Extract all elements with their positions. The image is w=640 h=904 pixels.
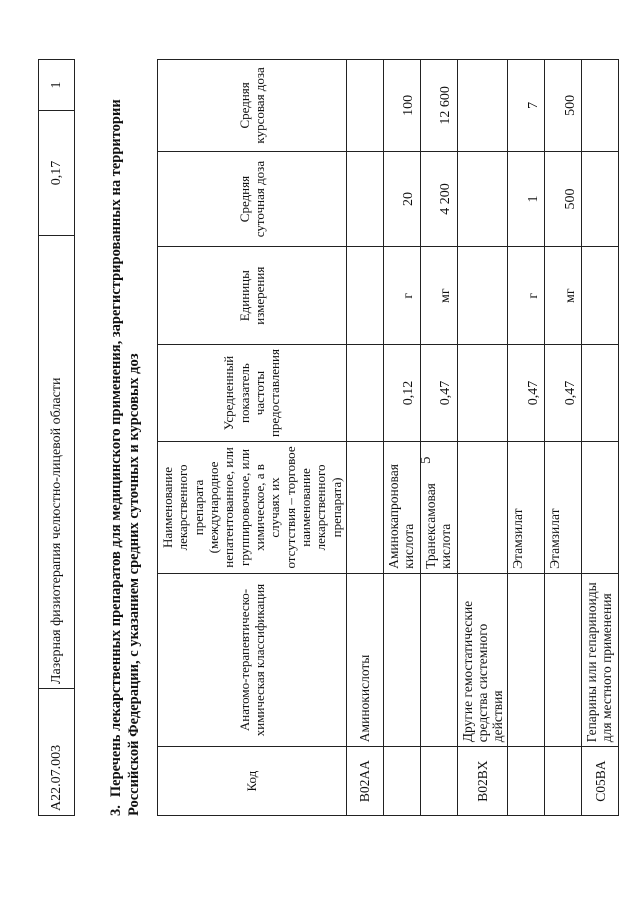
course-dose-value: 12 600 <box>420 60 457 152</box>
section-title: Перечень лекарственных препаратов для медицинского применения, зарегистрированных на территории Российской Федерации, с указанием средних суточных и курсовых доз <box>108 99 142 816</box>
course-dose-value <box>457 60 507 152</box>
atc-group: Другие гемостатические средства системного действия <box>457 573 507 746</box>
header-unit: Единицы измерения <box>158 247 347 345</box>
atc-code <box>420 747 457 816</box>
drug-table <box>157 59 619 816</box>
atc-group <box>383 573 420 746</box>
header-code: Код <box>158 747 347 816</box>
service-frequency: 0,17 <box>39 111 75 236</box>
atc-code <box>545 747 582 816</box>
section-number: 3. <box>108 805 124 816</box>
drug-name <box>582 442 619 574</box>
drug-name <box>457 442 507 574</box>
service-table <box>38 59 75 816</box>
daily-dose-value: 20 <box>383 151 420 247</box>
course-dose-value: 100 <box>383 60 420 152</box>
frequency-value <box>582 345 619 442</box>
drug-name: Этамзилат <box>545 442 582 574</box>
frequency-value: 0,12 <box>383 345 420 442</box>
page-number: 5 <box>418 456 434 464</box>
service-code: A22.07.003 <box>39 689 75 816</box>
daily-dose-value <box>346 151 383 247</box>
unit-value: г <box>508 247 545 345</box>
unit-value <box>582 247 619 345</box>
atc-group <box>545 573 582 746</box>
unit-value: мг <box>545 247 582 345</box>
daily-dose-value: 4 200 <box>420 151 457 247</box>
atc-code <box>508 747 545 816</box>
header-drug-name: Наименование лекарственного препарата (международное непатентованное, или группировочное, или химическое, а в случаях их отсутствия – торговое наименование лекарственного препарата) <box>158 442 347 574</box>
atc-code: C05BA <box>582 747 619 816</box>
drug-name: Аминокапроновая кислота <box>383 442 420 574</box>
service-name: Лазерная физиотерапия челюстно-лицевой области <box>39 236 75 689</box>
table-row <box>346 60 383 816</box>
atc-code: B02BX <box>457 747 507 816</box>
table-row <box>457 60 507 816</box>
course-dose-value: 500 <box>545 60 582 152</box>
drug-name: Этамзилат <box>508 442 545 574</box>
daily-dose-value: 1 <box>508 151 545 247</box>
course-dose-value: 7 <box>508 60 545 152</box>
header-frequency: Усредненный показатель частоты предоставления <box>158 345 347 442</box>
unit-value: г <box>383 247 420 345</box>
table-row <box>383 60 420 816</box>
frequency-value: 0,47 <box>545 345 582 442</box>
table-row <box>582 60 619 816</box>
table-header-row <box>158 60 347 816</box>
table-row <box>420 60 457 816</box>
frequency-value <box>457 345 507 442</box>
frequency-value: 0,47 <box>508 345 545 442</box>
atc-group <box>508 573 545 746</box>
header-daily-dose: Средняя суточная доза <box>158 151 347 247</box>
section-heading <box>108 36 143 816</box>
unit-value: мг <box>420 247 457 345</box>
course-dose-value <box>582 60 619 152</box>
unit-value <box>346 247 383 345</box>
drug-name: Транексамовая кислота <box>420 442 457 574</box>
service-multiplicity: 1 <box>39 60 75 111</box>
frequency-value: 0,47 <box>420 345 457 442</box>
daily-dose-value: 500 <box>545 151 582 247</box>
drug-name <box>346 442 383 574</box>
table-row <box>39 60 75 816</box>
atc-group: Аминокислоты <box>346 573 383 746</box>
atc-code: B02AA <box>346 747 383 816</box>
atc-group <box>420 573 457 746</box>
atc-code <box>383 747 420 816</box>
course-dose-value <box>346 60 383 152</box>
header-atc: Анатомо-терапевтическо-химическая классификация <box>158 573 347 746</box>
unit-value <box>457 247 507 345</box>
daily-dose-value <box>457 151 507 247</box>
table-row <box>508 60 545 816</box>
daily-dose-value <box>582 151 619 247</box>
frequency-value <box>346 345 383 442</box>
header-course-dose: Средняя курсовая доза <box>158 60 347 152</box>
atc-group: Гепарины или гепариноиды для местного применения <box>582 573 619 746</box>
table-row <box>545 60 582 816</box>
